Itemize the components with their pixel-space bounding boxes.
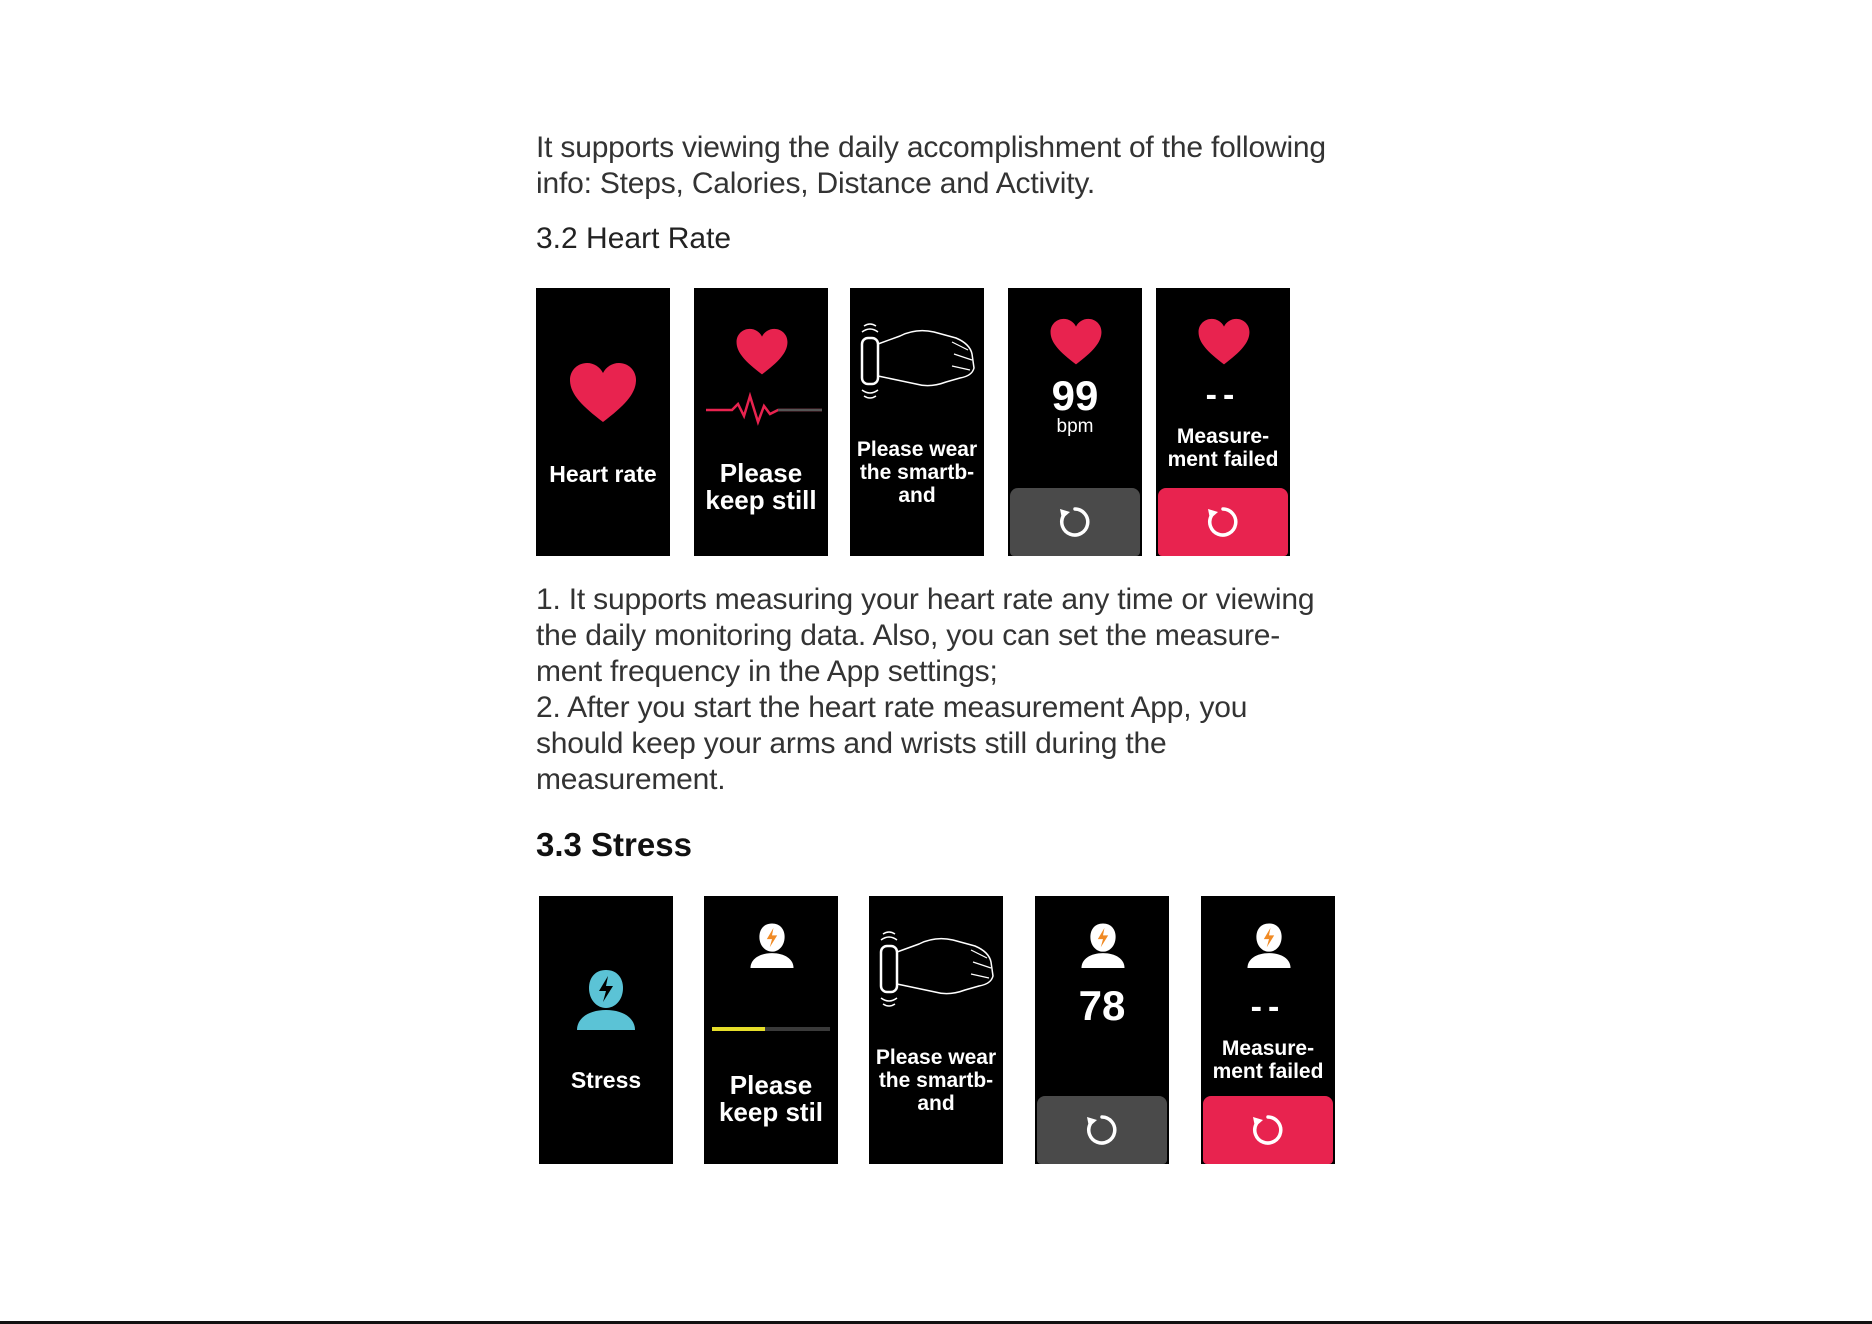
stress-person-icon: [1246, 922, 1292, 968]
hr-wear-label: the smartb-: [859, 461, 975, 484]
stress-person-icon: [749, 922, 795, 968]
hr-measuring-label: Please: [719, 458, 803, 488]
note-line: 1. It supports measuring your heart rate any time or viewing: [536, 583, 1315, 616]
note-line: the daily monitoring data. Also, you can set the measure-: [536, 619, 1281, 652]
stress-measuring-label: keep stil: [718, 1097, 824, 1127]
stress-failed-screen: [1201, 896, 1335, 1164]
hr-result-screen: [1008, 288, 1142, 556]
heart-icon: [735, 328, 789, 376]
hr-retry-button[interactable]: [1010, 488, 1140, 556]
retry-icon: [1056, 503, 1094, 541]
stress-failed-retry-button[interactable]: [1203, 1096, 1333, 1164]
intro-line: info: Steps, Calories, Distance and Activity.: [536, 167, 1096, 200]
hr-wear-label: and: [898, 484, 936, 507]
stress-measuring-label: Please: [729, 1070, 813, 1100]
hr-measuring-screen: [694, 288, 828, 556]
stress-wear-label: the smartb-: [878, 1069, 994, 1092]
stress-heading: 3.3 Stress: [536, 826, 692, 863]
stress-retry-button[interactable]: [1037, 1096, 1167, 1164]
hr-result-value: 99: [1051, 372, 1099, 419]
stress-result-value: 78: [1078, 982, 1126, 1029]
note-line: should keep your arms and wrists still during the: [536, 727, 1167, 760]
stress-failed-label: ment failed: [1212, 1060, 1324, 1083]
stress-start-label: Stress: [570, 1067, 642, 1093]
hr-start-screen: [536, 288, 670, 556]
hr-failed-value: --: [1205, 376, 1241, 414]
stress-measuring-screen: [704, 896, 838, 1164]
stress-failed-value: --: [1250, 988, 1286, 1026]
stress-progress-fill: [712, 1027, 765, 1031]
wrist-band-icon: [856, 320, 980, 402]
stress-person-icon: [575, 968, 637, 1030]
stress-person-icon: [1080, 922, 1126, 968]
heart-icon: [1049, 318, 1103, 366]
retry-icon: [1249, 1111, 1287, 1149]
hr-start-label: Heart rate: [549, 461, 657, 487]
stress-progress-bar: [712, 1027, 830, 1031]
stress-wear-label: and: [917, 1092, 955, 1115]
hr-failed-screen: [1156, 288, 1290, 556]
stress-start-screen: [539, 896, 673, 1164]
hr-failed-label: ment failed: [1167, 448, 1279, 471]
retry-icon: [1083, 1111, 1121, 1149]
stress-failed-label: Measure-: [1221, 1037, 1315, 1060]
retry-icon: [1204, 503, 1242, 541]
hr-measuring-label: keep still: [705, 485, 817, 515]
hr-wear-screen: [850, 288, 984, 556]
intro-paragraph: [536, 130, 1356, 202]
note-line: ment frequency in the App settings;: [536, 655, 998, 688]
heart-rate-heading: 3.2 Heart Rate: [536, 222, 732, 255]
heartbeat-line-icon: [706, 392, 822, 426]
hr-failed-retry-button[interactable]: [1158, 488, 1288, 556]
wrist-band-icon: [875, 928, 999, 1010]
stress-wear-label: Please wear: [875, 1046, 997, 1069]
heart-icon: [1197, 318, 1251, 366]
stress-result-screen: [1035, 896, 1169, 1164]
note-line: 2. After you start the heart rate measurement App, you: [536, 691, 1248, 724]
heart-rate-notes: [536, 582, 1356, 798]
intro-line: It supports viewing the daily accomplishment of the following: [536, 131, 1326, 164]
heart-icon: [568, 362, 638, 424]
hr-failed-label: Measure-: [1176, 425, 1270, 448]
stress-wear-screen: [869, 896, 1003, 1164]
hr-result-unit: bpm: [1056, 416, 1094, 437]
note-line: measurement.: [536, 763, 726, 796]
hr-wear-label: Please wear: [856, 438, 978, 461]
